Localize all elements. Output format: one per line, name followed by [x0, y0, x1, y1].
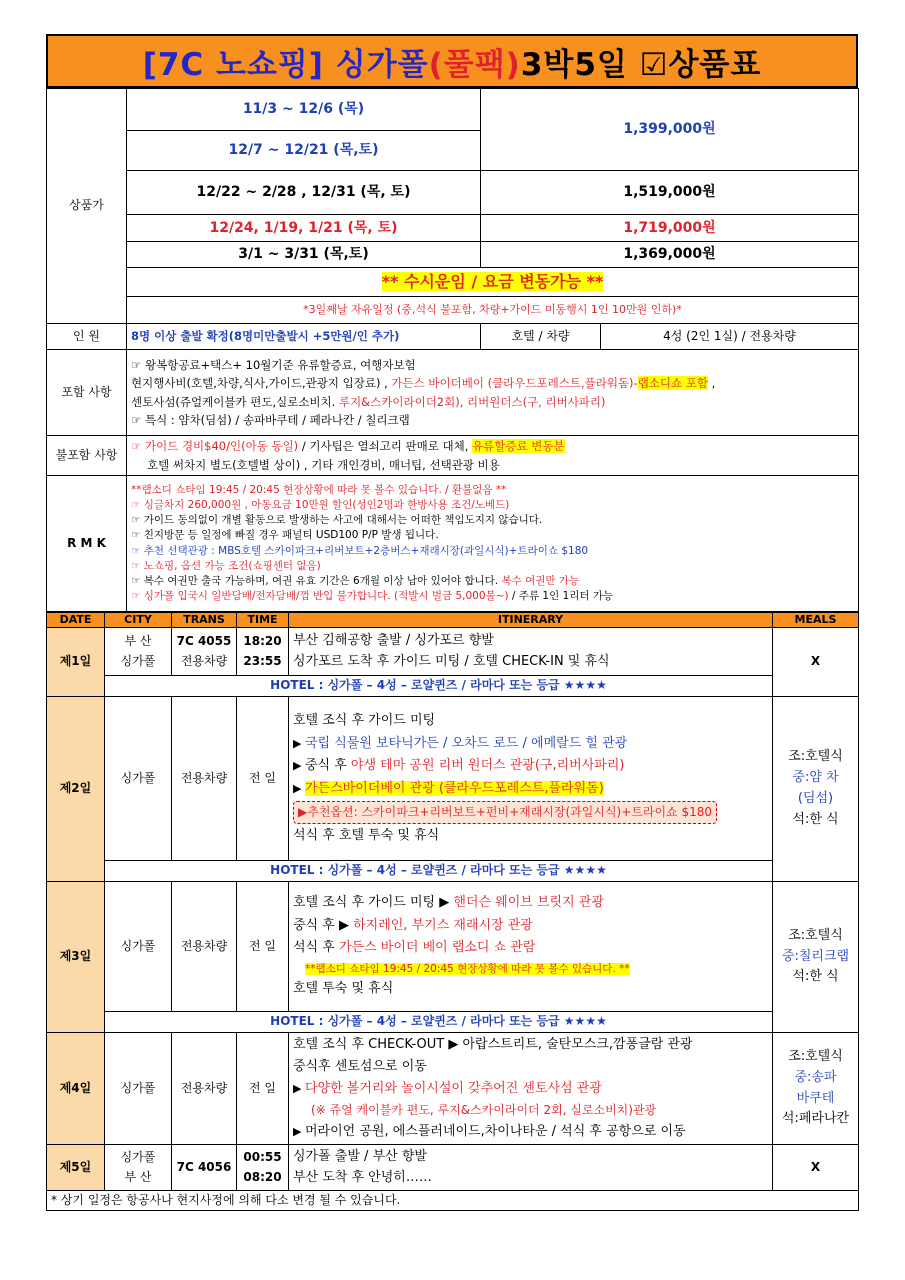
- day1-trans2: 전용차량: [180, 653, 228, 668]
- day1-itinerary-2: 싱가포르 도착 후 가이드 미팅 / 호텔 CHECK-IN 및 휴식: [293, 653, 610, 669]
- day1-time1: 18:20: [243, 634, 282, 649]
- include-label: 포함 사항: [47, 350, 127, 436]
- rmk-line-7: ☞ 복수 여권만 출국 가능하며, 여권 유효 기간은 6개월 이상 남아 있어야 합니다. 복수 여권만 가능: [131, 574, 580, 587]
- price-dates-5: 3/1 ~ 3/31 (목,토): [127, 242, 481, 268]
- rmk-line-1: **랩소디 쇼타임 19:45 / 20:45 현장상황에 따라 못 볼수 있습니다. / 환불없음 **: [131, 483, 507, 496]
- day4-meal-3: 바쿠테: [796, 1090, 835, 1106]
- include-line-4: ☞ 특식 : 얌차(딤섬) / 송파바쿠테 / 페라나칸 / 칠리크랩: [131, 412, 410, 427]
- day4-itinerary-4: (※ 쥬얼 케이블카 편도, 루지&스카이라이더 2회, 실로소비치)관광: [311, 1103, 657, 1118]
- rmk-line-8: ☞ 싱가폴 입국시 일반담배/전자담배/껌 반입 불가합니다. (적발시 벌금 5,000불~) / 주류 1인 1리터 가능: [131, 590, 614, 603]
- day1-city1: 부 산: [124, 634, 152, 649]
- hotel-car-label: 호텔 / 차량: [481, 324, 601, 350]
- header-date: DATE: [47, 613, 105, 628]
- exclude-line-1: ☞ 가이드 경비$40/인(아동 동일) / 기사팁은 열쇠고리 판매로 대체, 유류할증료 변동분: [131, 439, 565, 454]
- include-line-1: ☞ 왕복항공료+택스+ 10월기준 유류할증료, 여행자보험: [131, 357, 416, 372]
- day2-meal-4: 석:한 식: [792, 811, 839, 827]
- day3-city: 싱가폴: [105, 882, 172, 1012]
- day2-meal-3: (딤섬): [797, 791, 834, 806]
- people-label: 인 원: [47, 324, 127, 350]
- day4-meal-2: 중:송파: [794, 1069, 837, 1085]
- rmk-line-6: ☞ 노쇼핑, 옵션 가능 조건(쇼핑센터 없음): [131, 559, 321, 572]
- day4-itinerary-3: ▶ 다양한 볼거리와 놀이시설이 갖추어진 센토사섬 관광: [293, 1081, 602, 1097]
- day2-itinerary-2: ▶ 국립 식물원 보타닉가든 / 오차드 로드 / 에메랄드 힐 관광: [293, 735, 628, 751]
- header-time: TIME: [237, 613, 289, 628]
- exclude-label: 불포함 사항: [47, 436, 127, 476]
- day4-meal-4: 석:페라나칸: [781, 1111, 850, 1127]
- day3-itinerary-4: **랩소디 쇼타임 19:45 / 20:45 현장상황에 따라 못 볼수 있습니다. **: [305, 963, 630, 976]
- day1-hotel: HOTEL : 싱가폴 – 4성 – 로얄퀸즈 / 라마다 또는 등급 ★★★★: [105, 676, 773, 697]
- day5-city1: 싱가폴: [120, 1150, 156, 1165]
- header-trans: TRANS: [172, 613, 237, 628]
- footer-note: * 상기 일정은 항공사나 현지사정에 의해 다소 변경 될 수 있습니다.: [47, 1191, 859, 1211]
- day3-time: 전 일: [237, 882, 289, 1012]
- day3-trans: 전용차량: [172, 882, 237, 1012]
- day5-time2: 08:20: [243, 1169, 282, 1184]
- price-value-4: 1,719,000원: [481, 215, 859, 242]
- day3-itinerary-5: 호텔 투숙 및 휴식: [293, 981, 394, 997]
- price-dates-1: 11/3 ~ 12/6 (목): [127, 89, 481, 131]
- day5-trans: 7C 4056: [172, 1145, 237, 1191]
- rmk-label: R M K: [47, 476, 127, 612]
- day2-itinerary-6: 석식 후 호텔 투숙 및 휴식: [293, 827, 440, 843]
- day2-meal-2: 중:얌 차: [792, 770, 839, 786]
- day2-hotel: HOTEL : 싱가폴 – 4성 – 로얄퀸즈 / 라마다 또는 등급 ★★★★: [105, 861, 773, 882]
- day5-itinerary-2: 부산 도착 후 안녕히……: [293, 1169, 432, 1185]
- hotel-car-value: 4성 (2인 1실) / 전용차량: [601, 324, 859, 350]
- free-day-note: *3일째날 자유일정 (중,석식 불포함, 차량+가이드 미동행시 1인 10만원 인하)*: [127, 297, 859, 324]
- price-dates-4: 12/24, 1/19, 1/21 (목, 토): [127, 215, 481, 242]
- day5-city2: 부 산: [124, 1169, 152, 1184]
- day3-itinerary-2: 중식 후 ▶ 하지레인, 부기스 재래시장 관광: [293, 917, 533, 933]
- people-value: 8명 이상 출발 확정(8명미만출발시 +5만원/인 추가): [127, 324, 481, 350]
- day2-meal-1: 조:호텔식: [788, 749, 843, 765]
- itinerary-table: [46, 612, 859, 1211]
- day5-itinerary-1: 싱가폴 출발 / 부산 향발: [293, 1148, 427, 1164]
- header-itinerary: ITINERARY: [289, 613, 773, 628]
- day2-label: 제2일: [47, 697, 105, 882]
- itinerary-sheet: [46, 34, 858, 1211]
- day3-meal-1: 조:호텔식: [788, 927, 843, 943]
- day1-meals: X: [773, 628, 859, 697]
- day2-itinerary-5: ▶추천옵션: 스카이파크+리버보트+펀비+재래시장(과일시식)+트라이쇼 $180: [293, 801, 768, 825]
- rmk-line-4: ☞ 친지방문 등 일정에 빠질 경우 패널티 USD100 P/P 발생 됩니다.: [131, 529, 439, 542]
- day4-time: 전 일: [237, 1033, 289, 1145]
- day4-meal-1: 조:호텔식: [788, 1048, 843, 1064]
- price-dates-2: 12/7 ~ 12/21 (목,토): [127, 131, 481, 171]
- day2-city: 싱가폴: [105, 697, 172, 861]
- exclude-line-2: 호텔 써차지 별도(호텔별 상이) , 기타 개인경비, 매너팁, 선택관광 비용: [147, 457, 500, 472]
- include-line-2: 현지행사비(호텔,차량,식사,가이드,관광지 입장료) , 가든스 바이더베이 (클라우드포레스트,플라워돔)-랩소디쇼 포함 ,: [131, 376, 716, 391]
- day2-trans: 전용차량: [172, 697, 237, 861]
- day1-label: 제1일: [47, 628, 105, 697]
- day2-time: 전 일: [237, 697, 289, 861]
- day3-meal-3: 석:한 식: [792, 969, 839, 985]
- include-line-3: 센토사섬(쥬얼케이블카 편도,실로소비치. 루지&스카이라이더2회), 리버원더스(구, 리버사파리): [131, 394, 606, 409]
- day5-meals: X: [773, 1145, 859, 1191]
- rmk-line-5: ☞ 추천 선택관광 : MBS호텔 스카이파크+리버보트+2층버스+재래시장(과일시식)+트라이쇼 $180: [131, 544, 589, 557]
- day2-itinerary-3: ▶ 중식 후 야생 테마 공원 리버 원더스 관광(구,리버사파리): [293, 758, 625, 774]
- day1-city2: 싱가폴: [120, 653, 156, 668]
- price-dates-3: 12/22 ~ 2/28 , 12/31 (목, 토): [127, 171, 481, 215]
- day1-time2: 23:55: [243, 653, 282, 668]
- day4-itinerary-5: ▶ 머라이언 공원, 에스플러네이드,차이나타운 / 석식 후 공항으로 이동: [293, 1123, 686, 1139]
- header-city: CITY: [105, 613, 172, 628]
- title-part3: 3박5일 ☑상품표: [520, 46, 762, 83]
- price-label: 상품가: [47, 89, 127, 324]
- day3-label: 제3일: [47, 882, 105, 1033]
- day4-label: 제4일: [47, 1033, 105, 1145]
- day4-trans: 전용차량: [172, 1033, 237, 1145]
- day3-meal-2: 중:칠리크랩: [781, 948, 850, 964]
- price-value-1: 1,399,000원: [481, 89, 859, 171]
- page-title: [46, 34, 858, 88]
- day3-itinerary-3: 석식 후 가든스 바이더 베이 랩소디 쇼 관람: [293, 940, 536, 956]
- day5-time1: 00:55: [243, 1150, 282, 1165]
- day2-itinerary-4: ▶ 가든스바이더베이 관광 (클라우드포레스트,플라워돔): [293, 781, 604, 796]
- day1-trans1: 7C 4055: [176, 634, 232, 649]
- day5-label: 제5일: [47, 1145, 105, 1191]
- day4-city: 싱가폴: [105, 1033, 172, 1145]
- title-part2: (풀팩): [428, 46, 521, 83]
- day2-itinerary-1: 호텔 조식 후 가이드 미팅: [293, 712, 436, 728]
- info-table: [46, 88, 859, 612]
- price-value-3: 1,519,000원: [481, 171, 859, 215]
- fare-notice: ** 수시운임 / 요금 변동가능 **: [381, 272, 604, 292]
- day1-itinerary-1: 부산 김해공항 출발 / 싱가포르 향발: [293, 632, 494, 648]
- day3-hotel: HOTEL : 싱가폴 – 4성 – 로얄퀸즈 / 라마다 또는 등급 ★★★★: [105, 1012, 773, 1033]
- header-meals: MEALS: [773, 613, 859, 628]
- price-value-5: 1,369,000원: [481, 242, 859, 268]
- rmk-line-2: ☞ 싱글차지 260,000원 , 아동요금 10만원 할인(성인2명과 한방사용 조건/노베드): [131, 498, 510, 511]
- rmk-line-3: ☞ 가이드 동의없이 개별 활동으로 발생하는 사고에 대해서는 어떠한 책임도지지 않습니다.: [131, 514, 543, 527]
- day4-itinerary-1: 호텔 조식 후 CHECK-OUT ▶ 아랍스트리트, 술탄모스크,깜퐁글람 관광: [293, 1037, 693, 1053]
- day3-itinerary-1: 호텔 조식 후 가이드 미팅 ▶ 핸더슨 웨이브 브릿지 관광: [293, 894, 604, 910]
- day4-itinerary-2: 중식후 센토섬으로 이동: [293, 1059, 427, 1075]
- title-part1: [7C 노쇼핑] 싱가폴: [142, 46, 429, 83]
